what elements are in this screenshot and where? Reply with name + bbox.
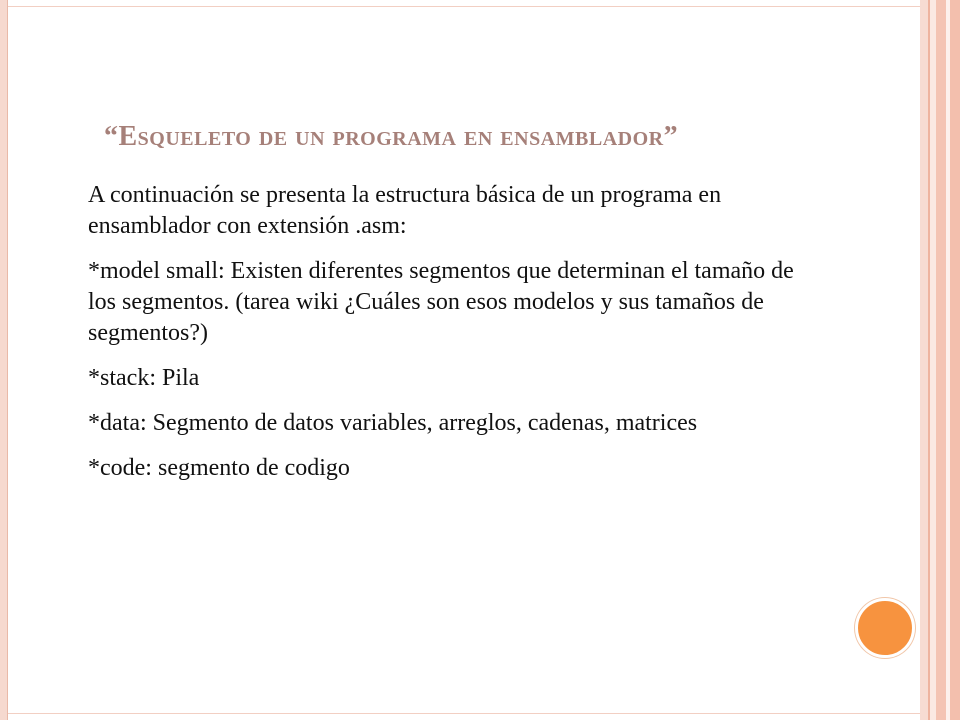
- top-border-line: [8, 6, 920, 7]
- body-paragraph: *code: segmento de codigo: [88, 455, 350, 481]
- left-border-decoration: [0, 0, 8, 720]
- bottom-border-line: [8, 713, 920, 714]
- body-paragraph: *data: Segmento de datos variables, arreglos, cadenas, matrices: [88, 410, 698, 436]
- right-border-stripe: [920, 0, 928, 720]
- slide-title: “Esqueleto de un programa en ensamblador”: [104, 121, 679, 152]
- body-paragraph: *model small: Existen diferentes segmentos que determinan el tamaño de los segmentos. (tarea wiki ¿Cuáles son esos modelos y sus tamaños de segmentos?): [88, 258, 794, 346]
- orange-circle-decoration: [855, 598, 915, 658]
- body-paragraph: A continuación se presenta la estructura básica de un programa en ensamblador con extensión .asm:: [88, 182, 722, 239]
- body-paragraph: *stack: Pila: [88, 365, 200, 391]
- right-border-stripe: [950, 0, 960, 720]
- right-border-stripe: [936, 0, 946, 720]
- slide-body: [88, 180, 818, 498]
